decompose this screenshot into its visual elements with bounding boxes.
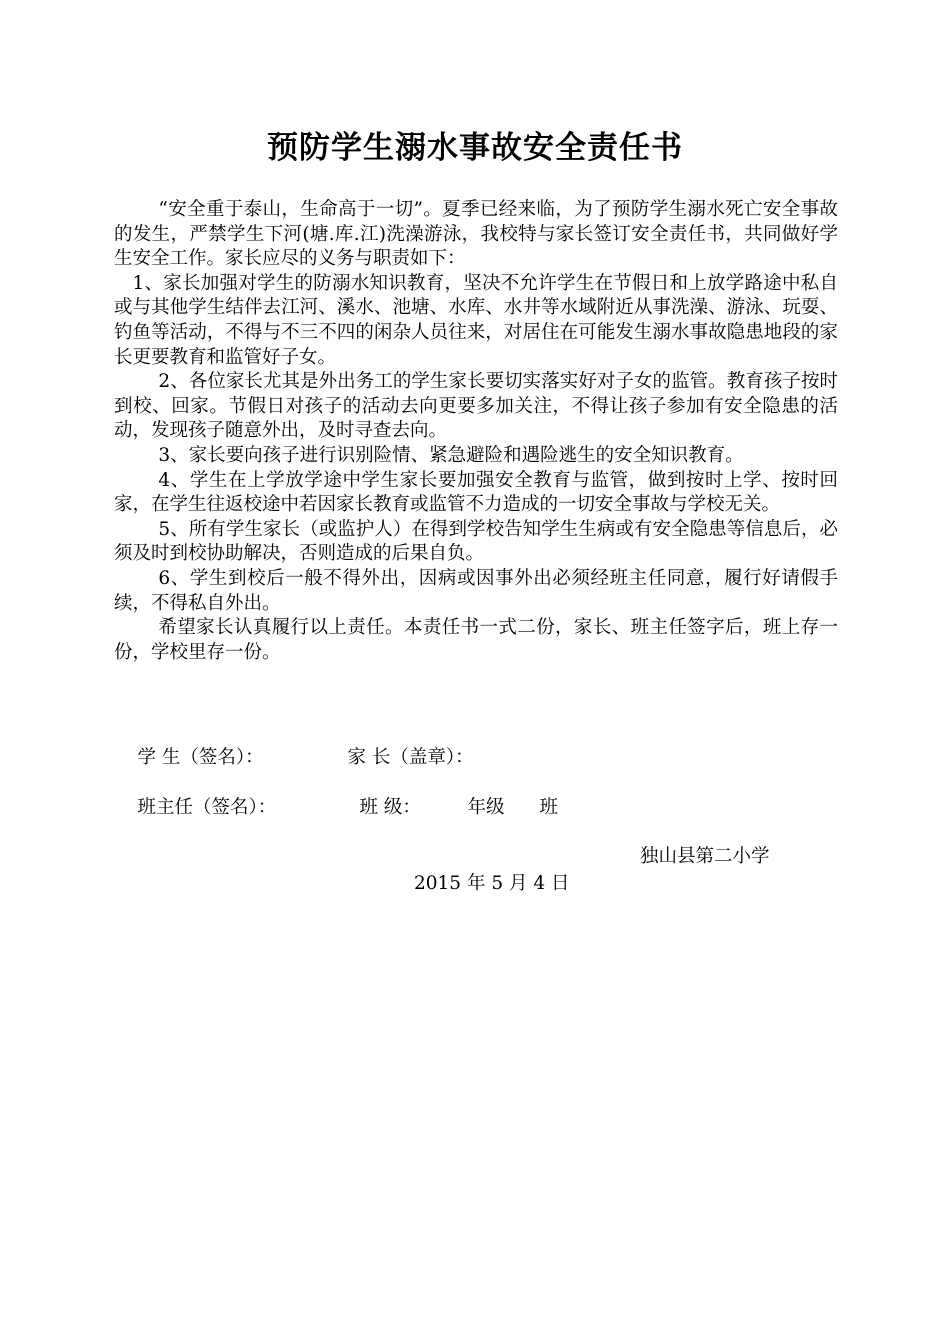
- teacher-signature-label: 班主任（签名）：: [137, 797, 277, 818]
- grade-label: 年级: [467, 797, 505, 818]
- clause-6-paragraph: 6、学生到校后一般不得外出，因病或因事外出必须经班主任同意，履行好请假手续，不得私自外出。: [114, 567, 838, 614]
- clause-3-paragraph: 3、家长要向孩子进行识别险情、紧急避险和遇险逃生的安全知识教育。: [158, 444, 744, 466]
- closing-paragraph: 希望家长认真履行以上责任。本责任书一式二份，家长、班主任签字后，班上存一份，学校里存一份。: [114, 617, 838, 663]
- clause-4-paragraph: 4、学生在上学放学途中学生家长要加强安全教育与监管，做到按时上学、按时回家，在学生往返校途中若因家长教育或监管不力造成的一切安全事故与学校无关。: [114, 469, 838, 516]
- signature-row-teacher-class: [114, 772, 558, 844]
- document-date: 2015 年 5 月 4 日: [414, 873, 570, 894]
- school-name: 独山县第二小学: [640, 846, 770, 867]
- clause-2-paragraph: 2、各位家长尤其是外出务工的学生家长要切实落实好对子女的监管。教育孩子按时到校、回家。节假日对孩子的活动去向更要多加关注，不得让孩子参加有安全隐患的活动，发现孩子随意外出，及时寻查去向。: [114, 371, 838, 442]
- student-signature-label: 学 生（签名）：: [137, 747, 264, 768]
- class-label: 班 级：: [359, 797, 421, 818]
- document-body: [114, 198, 838, 665]
- document-title: 预防学生溺水事故安全责任书: [267, 130, 683, 166]
- intro-paragraph: “安全重于泰山，生命高于一切”。夏季已经来临，为了预防学生溺水死亡安全事故的发生，严禁学生下河(塘.库.江)洗澡游泳，我校特与家长签订安全责任书，共同做好学生安全工作。家长应尽的义务与职责如下：: [114, 199, 838, 270]
- class-unit-label: 班: [539, 797, 559, 818]
- clause-1-paragraph: 1、家长加强对学生的防溺水知识教育，坚决不允许学生在节假日和上放学路途中私自或与其他学生结伴去江河、溪水、池塘、水库、水井等水域附近从事洗澡、游泳、玩耍、钓鱼等活动，不得与不三不四的闲杂人员往来，对居住在可能发生溺水事故隐患地段的家长更要教育和监管好子女。: [114, 272, 838, 368]
- clause-5-paragraph: 5、所有学生家长（或监护人）在得到学校告知学生生病或有安全隐患等信息后，必须及时到校协助解决，否则造成的后果自负。: [114, 518, 838, 565]
- parent-seal-label: 家 长（盖章）：: [347, 747, 474, 768]
